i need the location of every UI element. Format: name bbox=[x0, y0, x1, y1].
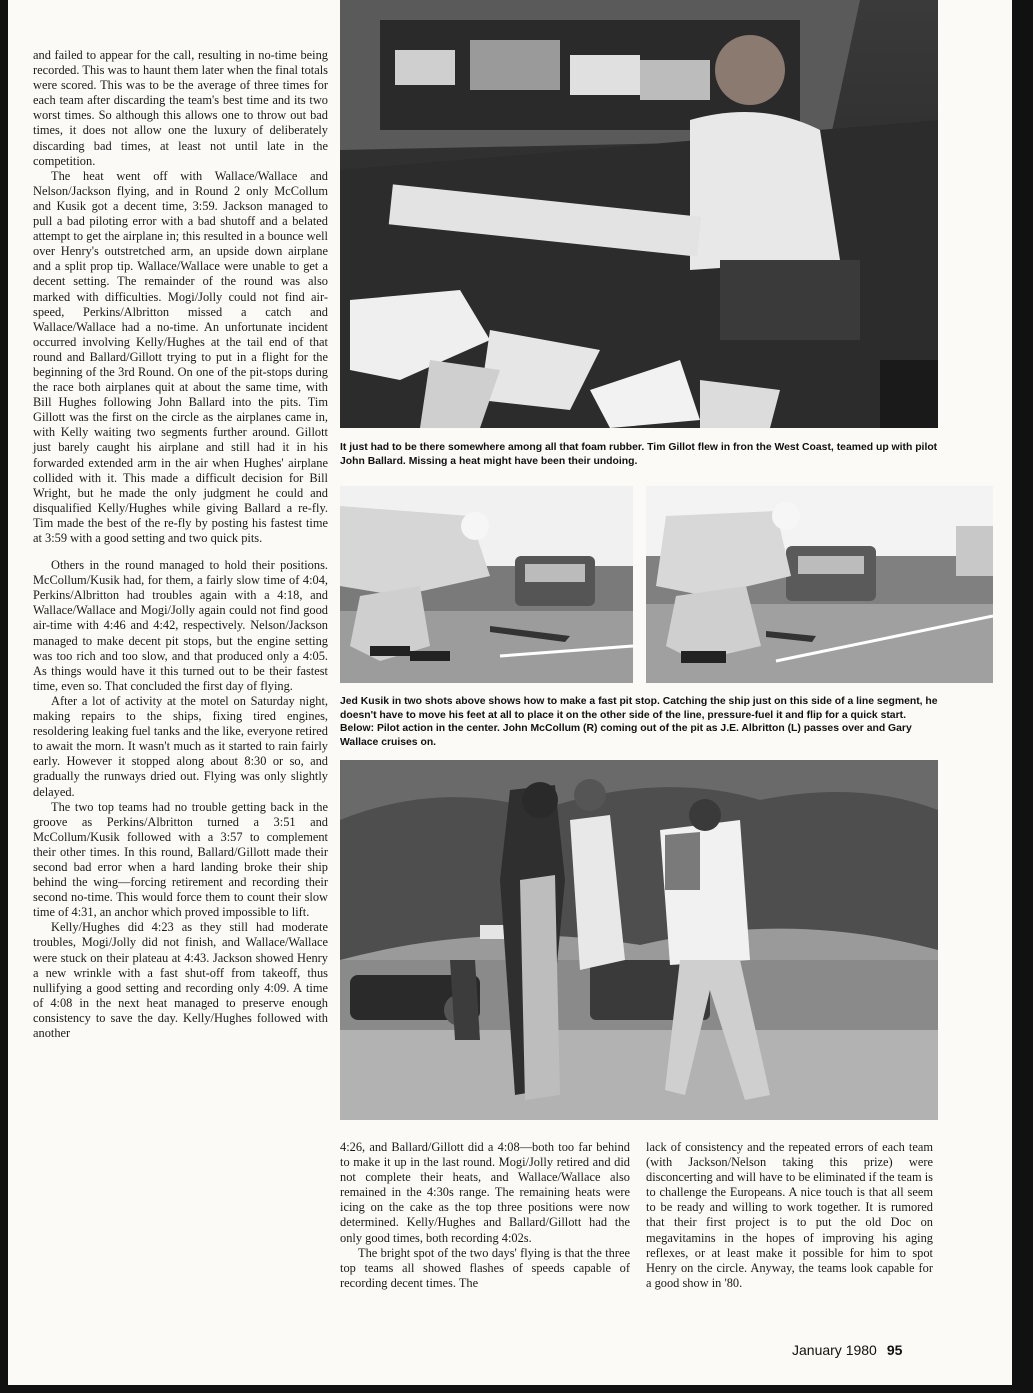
paragraph: The heat went off with Wallace/Wallace and Nelson/Jackson flying, and in Round 2 only McCollum and Kusik got a decent time, 3:59. Jackson managed to pull a bad piloting error with a bad shutoff and a belated attempt to get the airplane in; this resulted in a bounce well over Henry's outstretched arm, an upside down airplane and a split prop tip. Wallace/Wallace were unable to get a decent setting. The remainder of the round was also marked with difficulties. Mogi/Jolly could not find air-speed, Perkins/Albritton missed a catch and Wallace/Wallace had a no-time. An unfortunate incident occurred involving Kelly/Hughes at the tail end of that round and Ballard/Gillott trying to put in a flight for the beginning of the 3rd Round. On one of the pit-stops during the race both airplanes quit at about the same time, with Bill Hughes following John Ballard into the pits. Tim Gillott was the first on the circle as the airplanes came in, with Kelly waiting two segments further around. Gillott just barely caught his airplane and still had it in his forwarded extended arm in the air when Hughes' airplane collided with it. This made a difficult decision for Bill Wright, but he made the only judgment he could and disqualified Kelly/Hughes while giving Ballard a re-fly. Tim made the best of the re-fly by posting his fastest time at 3:59 with a good setting and two quick pits. bbox=[33, 168, 328, 545]
page-number: 95 bbox=[886, 1342, 903, 1358]
photo-pilot-action bbox=[340, 760, 938, 1120]
photo-foam-rubber-trunk bbox=[340, 0, 938, 428]
article-column-2 bbox=[340, 1140, 630, 1291]
paragraph: 4:26, and Ballard/Gillott did a 4:08—both too far behind to make it up in the last round. Mogi/Jolly retired and did not complete their heats, and Wallace/Wallace also remained in the 4:30s range. The remaining heats were icing on the cake as the top three positions were now determined. Kelly/Hughes and Ballard/Gillott had the only good times, both recording 4:02s. bbox=[340, 1140, 630, 1245]
paragraph: lack of consistency and the repeated errors of each team (with Jackson/Nelson taking this prize) were disconcerting and will have to be eliminated if the team is to challenge the Europeans. A nice touch is that all seem to be ready and willing to work together. It is rumored that their first project is to put the old Doc on megavitamins in the hopes of improving his aging reflexes, or at least make it possible for him to spot Henry on the circle. Anyway, the teams look capable for a good show in '80. bbox=[646, 1140, 933, 1290]
paragraph: Others in the round managed to hold their positions. McCollum/Kusik had, for them, a fairly slow time of 4:04, Perkins/Albritton had troubles again with a 4:18, and Wallace/Wallace and Mogi/Jolly again could not find good air-time with 4:46 and 4:42, respectively. Nelson/Jackson managed to make decent pit stops, but the engine setting was too rich and too slow, and that produced only a 4:05. As things would have it this turned out to be their fastest time, even so. That concluded the first day of flying. bbox=[33, 558, 328, 693]
paragraph: After a lot of activity at the motel on Saturday night, making repairs to the ships, fixing tired engines, resoldering leaking fuel tanks and the like, everyone retired to await the morn. It wasn't much as it started to rain fairly early. However it stopped along about 8:30 or so, and gradually the runways dried out. Flying was only slightly delayed. bbox=[33, 693, 328, 799]
photo-pit-stop-2 bbox=[646, 486, 993, 683]
article-column-3 bbox=[646, 1140, 933, 1291]
photo-caption-middle: Jed Kusik in two shots above shows how to make a fast pit stop. Catching the ship just on this side of a line segment, he doesn't have to move his feet at all to place it on the other side of the line, pressure-fuel it and flip for a quick start. Below: Pilot action in the center. John McCollum (R) coming out of the pit as J.E. Albritton (L) passes over and Gary Wallace cruises on. bbox=[340, 696, 938, 748]
paragraph: and failed to appear for the call, resulting in no-time being recorded. This was to haunt them later when the final totals were scored. This was to be the average of three times for each team after discarding the team's best time and its two worst times. So although this allows one to throw out bad times, it does not allow one the luxury of deliberately discarding bad times, at least not until late in the competition. bbox=[33, 48, 328, 168]
photo-caption-top: It just had to be there somewhere among all that foam rubber. Tim Gillot flew in fron the West Coast, teamed up with pilot John Ballard. Missing a heat might have been their undoing. bbox=[340, 442, 938, 467]
photo-pit-stop-1 bbox=[340, 486, 633, 683]
paragraph: Kelly/Hughes did 4:23 as they still had moderate troubles, Mogi/Jolly did not finish, and Wallace/Wallace were stuck on their plateau at 4:43. Jackson showed Henry a new wrinkle with a fast shut-off from takeoff, thus nullifying a good setting and recording only 4:09. A time of 4:08 in the next heat managed to preserve enough consistency to save the day. Kelly/Hughes followed with another bbox=[33, 920, 328, 1040]
magazine-page bbox=[8, 0, 1012, 1385]
article-column-1 bbox=[33, 48, 328, 1041]
paragraph: The bright spot of the two days' flying is that the three top teams all showed flashes of speeds capable of recording decent times. The bbox=[340, 1245, 630, 1290]
issue-date: January 1980 bbox=[792, 1342, 877, 1358]
page-footer bbox=[792, 1342, 952, 1358]
paragraph: The two top teams had no trouble getting back in the groove as Perkins/Albritton turned a 3:51 and McCollum/Kusik followed with a 3:57 to complement their other times. In this round, Ballard/Gillott made their second bad error when a hard landing broke their ship behind the wing—forcing retirement and recording their second no-time. This would force them to count their slow time of 4:31, an anchor which proved impossible to lift. bbox=[33, 799, 328, 920]
